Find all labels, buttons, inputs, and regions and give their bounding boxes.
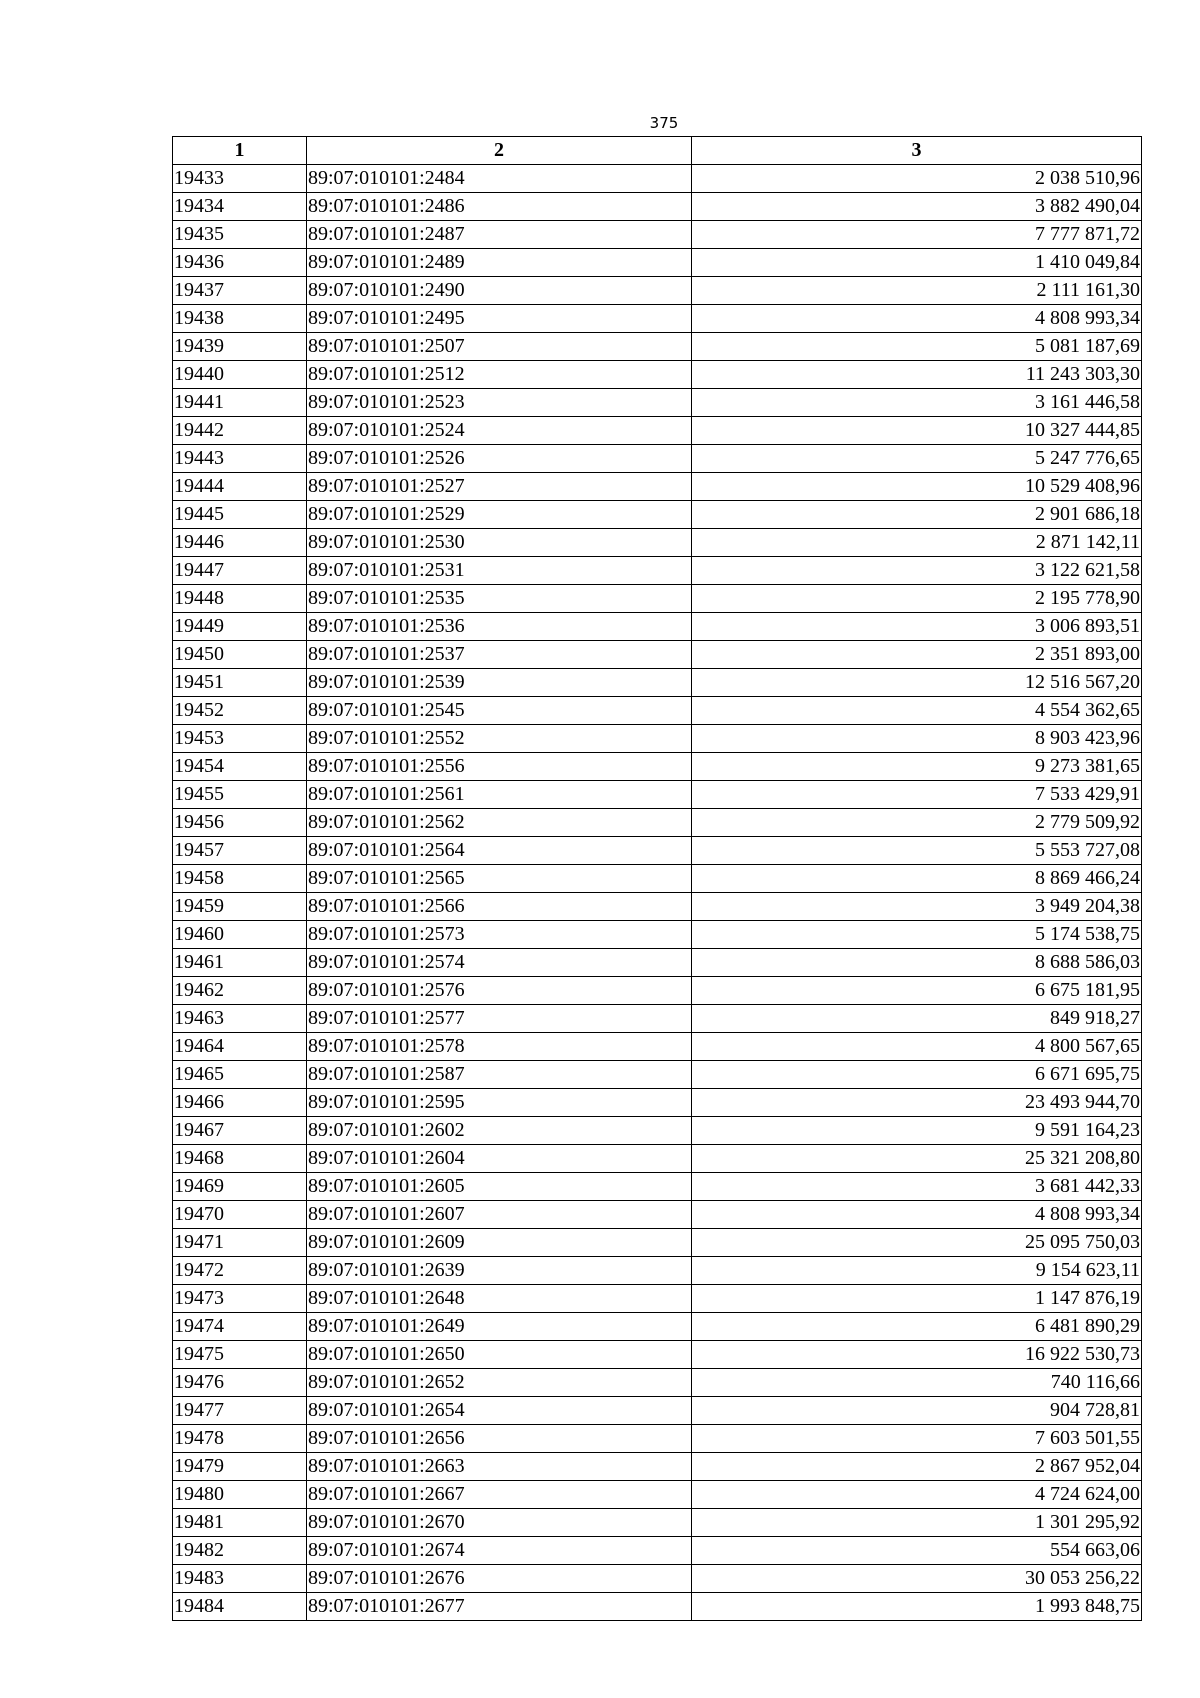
row-number-cell: 19450 — [173, 641, 307, 669]
value-cell: 12 516 567,20 — [692, 669, 1142, 697]
cadastral-number-cell: 89:07:010101:2562 — [307, 809, 692, 837]
value-cell: 4 800 567,65 — [692, 1033, 1142, 1061]
row-number-cell: 19440 — [173, 361, 307, 389]
cadastral-number-cell: 89:07:010101:2587 — [307, 1061, 692, 1089]
cadastral-number-cell: 89:07:010101:2652 — [307, 1369, 692, 1397]
cadastral-number-cell: 89:07:010101:2667 — [307, 1481, 692, 1509]
cadastral-number-cell: 89:07:010101:2595 — [307, 1089, 692, 1117]
cadastral-number-cell: 89:07:010101:2676 — [307, 1565, 692, 1593]
value-cell: 4 554 362,65 — [692, 697, 1142, 725]
table-row — [173, 389, 1142, 417]
row-number-cell: 19455 — [173, 781, 307, 809]
row-number-cell: 19435 — [173, 221, 307, 249]
row-number-cell: 19473 — [173, 1285, 307, 1313]
row-number-cell: 19480 — [173, 1481, 307, 1509]
cadastral-number-cell: 89:07:010101:2524 — [307, 417, 692, 445]
value-cell: 7 777 871,72 — [692, 221, 1142, 249]
column-header-1: 1 — [173, 137, 307, 165]
cadastral-number-cell: 89:07:010101:2552 — [307, 725, 692, 753]
table-row — [173, 501, 1142, 529]
row-number-cell: 19438 — [173, 305, 307, 333]
table-row — [173, 1565, 1142, 1593]
cadastral-number-cell: 89:07:010101:2523 — [307, 389, 692, 417]
table-row — [173, 529, 1142, 557]
table-row — [173, 1033, 1142, 1061]
row-number-cell: 19467 — [173, 1117, 307, 1145]
row-number-cell: 19468 — [173, 1145, 307, 1173]
row-number-cell: 19443 — [173, 445, 307, 473]
data-table — [172, 136, 1142, 1621]
value-cell: 4 808 993,34 — [692, 305, 1142, 333]
value-cell: 1 410 049,84 — [692, 249, 1142, 277]
cadastral-number-cell: 89:07:010101:2545 — [307, 697, 692, 725]
cadastral-number-cell: 89:07:010101:2531 — [307, 557, 692, 585]
value-cell: 3 882 490,04 — [692, 193, 1142, 221]
cadastral-number-cell: 89:07:010101:2512 — [307, 361, 692, 389]
table-row — [173, 1313, 1142, 1341]
value-cell: 7 603 501,55 — [692, 1425, 1142, 1453]
row-number-cell: 19469 — [173, 1173, 307, 1201]
table-row — [173, 725, 1142, 753]
value-cell: 9 154 623,11 — [692, 1257, 1142, 1285]
cadastral-number-cell: 89:07:010101:2650 — [307, 1341, 692, 1369]
table-row — [173, 921, 1142, 949]
row-number-cell: 19463 — [173, 1005, 307, 1033]
row-number-cell: 19454 — [173, 753, 307, 781]
cadastral-number-cell: 89:07:010101:2537 — [307, 641, 692, 669]
value-cell: 3 122 621,58 — [692, 557, 1142, 585]
row-number-cell: 19462 — [173, 977, 307, 1005]
row-number-cell: 19466 — [173, 1089, 307, 1117]
cadastral-number-cell: 89:07:010101:2663 — [307, 1453, 692, 1481]
row-number-cell: 19476 — [173, 1369, 307, 1397]
row-number-cell: 19446 — [173, 529, 307, 557]
cadastral-number-cell: 89:07:010101:2566 — [307, 893, 692, 921]
row-number-cell: 19479 — [173, 1453, 307, 1481]
value-cell: 8 869 466,24 — [692, 865, 1142, 893]
table-body — [173, 165, 1142, 1621]
cadastral-number-cell: 89:07:010101:2487 — [307, 221, 692, 249]
cadastral-number-cell: 89:07:010101:2577 — [307, 1005, 692, 1033]
value-cell: 9 591 164,23 — [692, 1117, 1142, 1145]
table-row — [173, 1537, 1142, 1565]
value-cell: 6 481 890,29 — [692, 1313, 1142, 1341]
cadastral-number-cell: 89:07:010101:2535 — [307, 585, 692, 613]
value-cell: 4 724 624,00 — [692, 1481, 1142, 1509]
cadastral-number-cell: 89:07:010101:2573 — [307, 921, 692, 949]
table-row — [173, 1369, 1142, 1397]
table-row — [173, 1145, 1142, 1173]
value-cell: 3 949 204,38 — [692, 893, 1142, 921]
cadastral-number-cell: 89:07:010101:2654 — [307, 1397, 692, 1425]
table-row — [173, 417, 1142, 445]
cadastral-number-cell: 89:07:010101:2605 — [307, 1173, 692, 1201]
cadastral-number-cell: 89:07:010101:2489 — [307, 249, 692, 277]
row-number-cell: 19464 — [173, 1033, 307, 1061]
value-cell: 1 301 295,92 — [692, 1509, 1142, 1537]
table-row — [173, 221, 1142, 249]
cadastral-number-cell: 89:07:010101:2656 — [307, 1425, 692, 1453]
value-cell: 3 681 442,33 — [692, 1173, 1142, 1201]
cadastral-number-cell: 89:07:010101:2670 — [307, 1509, 692, 1537]
row-number-cell: 19434 — [173, 193, 307, 221]
value-cell: 10 327 444,85 — [692, 417, 1142, 445]
table-row — [173, 557, 1142, 585]
row-number-cell: 19458 — [173, 865, 307, 893]
table-row — [173, 1285, 1142, 1313]
cadastral-number-cell: 89:07:010101:2574 — [307, 949, 692, 977]
table-row — [173, 1089, 1142, 1117]
cadastral-number-cell: 89:07:010101:2490 — [307, 277, 692, 305]
row-number-cell: 19436 — [173, 249, 307, 277]
cadastral-number-cell: 89:07:010101:2530 — [307, 529, 692, 557]
cadastral-number-cell: 89:07:010101:2526 — [307, 445, 692, 473]
value-cell: 2 195 778,90 — [692, 585, 1142, 613]
value-cell: 1 147 876,19 — [692, 1285, 1142, 1313]
row-number-cell: 19482 — [173, 1537, 307, 1565]
value-cell: 5 081 187,69 — [692, 333, 1142, 361]
cadastral-number-cell: 89:07:010101:2609 — [307, 1229, 692, 1257]
table-row — [173, 949, 1142, 977]
cadastral-number-cell: 89:07:010101:2564 — [307, 837, 692, 865]
cadastral-number-cell: 89:07:010101:2484 — [307, 165, 692, 193]
table-row — [173, 809, 1142, 837]
row-number-cell: 19444 — [173, 473, 307, 501]
cadastral-number-cell: 89:07:010101:2529 — [307, 501, 692, 529]
row-number-cell: 19481 — [173, 1509, 307, 1537]
row-number-cell: 19452 — [173, 697, 307, 725]
value-cell: 16 922 530,73 — [692, 1341, 1142, 1369]
row-number-cell: 19439 — [173, 333, 307, 361]
table-row — [173, 837, 1142, 865]
value-cell: 1 993 848,75 — [692, 1593, 1142, 1621]
value-cell: 9 273 381,65 — [692, 753, 1142, 781]
table-row — [173, 1173, 1142, 1201]
table-row — [173, 781, 1142, 809]
value-cell: 5 174 538,75 — [692, 921, 1142, 949]
value-cell: 25 321 208,80 — [692, 1145, 1142, 1173]
cadastral-number-cell: 89:07:010101:2486 — [307, 193, 692, 221]
value-cell: 740 116,66 — [692, 1369, 1142, 1397]
row-number-cell: 19475 — [173, 1341, 307, 1369]
header-row — [173, 137, 1142, 165]
table-row — [173, 1397, 1142, 1425]
table-row — [173, 277, 1142, 305]
value-cell: 7 533 429,91 — [692, 781, 1142, 809]
table-row — [173, 193, 1142, 221]
table-row — [173, 165, 1142, 193]
row-number-cell: 19474 — [173, 1313, 307, 1341]
cadastral-number-cell: 89:07:010101:2639 — [307, 1257, 692, 1285]
cadastral-number-cell: 89:07:010101:2604 — [307, 1145, 692, 1173]
value-cell: 2 779 509,92 — [692, 809, 1142, 837]
value-cell: 904 728,81 — [692, 1397, 1142, 1425]
table-row — [173, 1005, 1142, 1033]
value-cell: 25 095 750,03 — [692, 1229, 1142, 1257]
value-cell: 6 671 695,75 — [692, 1061, 1142, 1089]
table-row — [173, 333, 1142, 361]
row-number-cell: 19457 — [173, 837, 307, 865]
table-row — [173, 1201, 1142, 1229]
table-row — [173, 1453, 1142, 1481]
row-number-cell: 19437 — [173, 277, 307, 305]
table-row — [173, 613, 1142, 641]
value-cell: 5 553 727,08 — [692, 837, 1142, 865]
value-cell: 4 808 993,34 — [692, 1201, 1142, 1229]
cadastral-number-cell: 89:07:010101:2576 — [307, 977, 692, 1005]
row-number-cell: 19483 — [173, 1565, 307, 1593]
value-cell: 2 111 161,30 — [692, 277, 1142, 305]
cadastral-number-cell: 89:07:010101:2607 — [307, 1201, 692, 1229]
cadastral-number-cell: 89:07:010101:2539 — [307, 669, 692, 697]
table-row — [173, 305, 1142, 333]
row-number-cell: 19449 — [173, 613, 307, 641]
table-row — [173, 669, 1142, 697]
value-cell: 23 493 944,70 — [692, 1089, 1142, 1117]
table-row — [173, 249, 1142, 277]
cadastral-number-cell: 89:07:010101:2602 — [307, 1117, 692, 1145]
row-number-cell: 19456 — [173, 809, 307, 837]
row-number-cell: 19477 — [173, 1397, 307, 1425]
value-cell: 2 038 510,96 — [692, 165, 1142, 193]
cadastral-number-cell: 89:07:010101:2648 — [307, 1285, 692, 1313]
row-number-cell: 19461 — [173, 949, 307, 977]
cadastral-number-cell: 89:07:010101:2565 — [307, 865, 692, 893]
value-cell: 849 918,27 — [692, 1005, 1142, 1033]
table-row — [173, 977, 1142, 1005]
row-number-cell: 19448 — [173, 585, 307, 613]
table-row — [173, 893, 1142, 921]
row-number-cell: 19433 — [173, 165, 307, 193]
row-number-cell: 19471 — [173, 1229, 307, 1257]
value-cell: 10 529 408,96 — [692, 473, 1142, 501]
row-number-cell: 19465 — [173, 1061, 307, 1089]
table-row — [173, 1593, 1142, 1621]
page-number: 375 — [649, 114, 679, 132]
cadastral-number-cell: 89:07:010101:2561 — [307, 781, 692, 809]
value-cell: 2 867 952,04 — [692, 1453, 1142, 1481]
table-row — [173, 1341, 1142, 1369]
table-row — [173, 585, 1142, 613]
value-cell: 2 351 893,00 — [692, 641, 1142, 669]
table-row — [173, 473, 1142, 501]
cadastral-number-cell: 89:07:010101:2536 — [307, 613, 692, 641]
table-row — [173, 1509, 1142, 1537]
cadastral-number-cell: 89:07:010101:2527 — [307, 473, 692, 501]
table-row — [173, 865, 1142, 893]
row-number-cell: 19460 — [173, 921, 307, 949]
row-number-cell: 19472 — [173, 1257, 307, 1285]
cadastral-number-cell: 89:07:010101:2674 — [307, 1537, 692, 1565]
row-number-cell: 19459 — [173, 893, 307, 921]
cadastral-number-cell: 89:07:010101:2677 — [307, 1593, 692, 1621]
cadastral-number-cell: 89:07:010101:2578 — [307, 1033, 692, 1061]
table-row — [173, 1229, 1142, 1257]
row-number-cell: 19442 — [173, 417, 307, 445]
row-number-cell: 19453 — [173, 725, 307, 753]
table-row — [173, 641, 1142, 669]
table-row — [173, 753, 1142, 781]
table-row — [173, 1481, 1142, 1509]
cadastral-number-cell: 89:07:010101:2649 — [307, 1313, 692, 1341]
value-cell: 3 161 446,58 — [692, 389, 1142, 417]
row-number-cell: 19441 — [173, 389, 307, 417]
value-cell: 8 688 586,03 — [692, 949, 1142, 977]
row-number-cell: 19445 — [173, 501, 307, 529]
value-cell: 2 871 142,11 — [692, 529, 1142, 557]
value-cell: 11 243 303,30 — [692, 361, 1142, 389]
row-number-cell: 19447 — [173, 557, 307, 585]
table-row — [173, 1061, 1142, 1089]
value-cell: 5 247 776,65 — [692, 445, 1142, 473]
value-cell: 2 901 686,18 — [692, 501, 1142, 529]
cadastral-number-cell: 89:07:010101:2556 — [307, 753, 692, 781]
value-cell: 3 006 893,51 — [692, 613, 1142, 641]
cadastral-number-cell: 89:07:010101:2495 — [307, 305, 692, 333]
table-row — [173, 361, 1142, 389]
table-row — [173, 1425, 1142, 1453]
row-number-cell: 19484 — [173, 1593, 307, 1621]
cadastral-number-cell: 89:07:010101:2507 — [307, 333, 692, 361]
table-row — [173, 697, 1142, 725]
column-header-3: 3 — [692, 137, 1142, 165]
column-header-2: 2 — [307, 137, 692, 165]
table-row — [173, 1117, 1142, 1145]
row-number-cell: 19451 — [173, 669, 307, 697]
table-row — [173, 445, 1142, 473]
value-cell: 8 903 423,96 — [692, 725, 1142, 753]
value-cell: 554 663,06 — [692, 1537, 1142, 1565]
value-cell: 6 675 181,95 — [692, 977, 1142, 1005]
row-number-cell: 19470 — [173, 1201, 307, 1229]
table-row — [173, 1257, 1142, 1285]
value-cell: 30 053 256,22 — [692, 1565, 1142, 1593]
row-number-cell: 19478 — [173, 1425, 307, 1453]
